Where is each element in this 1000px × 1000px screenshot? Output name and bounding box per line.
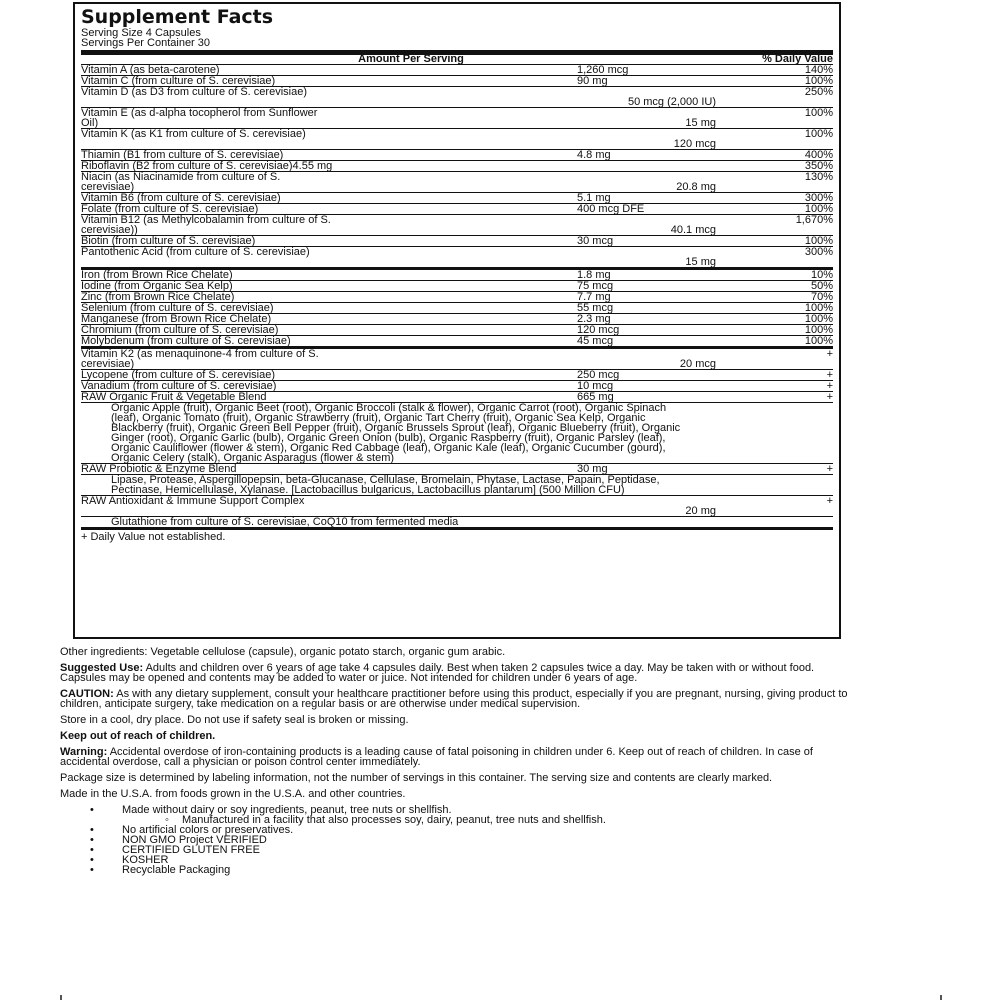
nutrient-row bbox=[81, 380, 833, 391]
storage: Store in a cool, dry place. Do not use if safety seal is broken or missing. bbox=[60, 714, 409, 726]
feature-item: • Recyclable Packaging bbox=[60, 865, 860, 875]
nutrient-daily-value: 100% bbox=[804, 203, 833, 215]
nutrient-name: Riboflavin (B2 from culture of S. cerevisiae)4.55 mg bbox=[81, 160, 333, 172]
nutrient-row bbox=[81, 214, 833, 235]
daily-value-header: % Daily Value bbox=[762, 53, 833, 65]
suggested-use bbox=[60, 663, 860, 683]
nutrient-row bbox=[81, 280, 833, 291]
keep-out bbox=[60, 731, 860, 741]
nutrient-name: Selenium (from culture of S. cerevisiae) bbox=[81, 302, 274, 314]
nutrient-name: Vitamin A (as beta-carotene) bbox=[81, 64, 220, 76]
nutrient-name: Biotin (from culture of S. cerevisiae) bbox=[81, 235, 256, 247]
nutrient-amount: 2.3 mg bbox=[577, 313, 611, 325]
warning-text: Accidental overdose of iron-containing products is a leading cause of fatal poisoning in children under 6. Keep out of reach of children. In case of accidental overdose, call a physician or poison control center immediately. bbox=[60, 746, 813, 768]
nutrient-daily-value: 130% bbox=[804, 171, 833, 183]
serving-size: Serving Size 4 Capsules bbox=[81, 27, 201, 39]
column-header bbox=[81, 55, 833, 64]
nutrient-row bbox=[81, 324, 833, 335]
nutrient-row bbox=[81, 346, 833, 369]
nutrient-row bbox=[81, 75, 833, 86]
nutrient-row bbox=[81, 302, 833, 313]
caution bbox=[60, 689, 860, 709]
nutrient-name: RAW Probiotic & Enzyme Blend bbox=[81, 463, 237, 475]
nutrient-amount: 15 mg bbox=[685, 117, 716, 129]
nutrient-amount: 400 mcg DFE bbox=[577, 203, 645, 215]
nutrient-name: Vitamin D (as D3 from culture of S. cerevisiae) bbox=[81, 86, 307, 98]
nutrient-daily-value: 50% bbox=[810, 280, 833, 292]
nutrient-name: Vitamin B12 (as Methylcobalamin from culture of S. cerevisiae)) bbox=[81, 214, 331, 236]
warning bbox=[60, 747, 860, 767]
feature-item: • CERTIFIED GLUTEN FREE bbox=[60, 845, 860, 855]
feature-list bbox=[60, 805, 860, 875]
nutrient-amount: 250 mcg bbox=[577, 369, 620, 381]
label-text bbox=[60, 647, 860, 875]
nutrient-row bbox=[81, 107, 833, 128]
nutrient-daily-value: 100% bbox=[804, 324, 833, 336]
nutrient-amount: 20 mg bbox=[685, 505, 716, 517]
nutrient-row bbox=[81, 313, 833, 324]
nutrient-row bbox=[81, 246, 833, 267]
feature-item: • KOSHER bbox=[60, 855, 860, 865]
nutrient-daily-value: 70% bbox=[810, 291, 833, 303]
nutrient-name: Iron (from Brown Rice Chelate) bbox=[81, 269, 233, 281]
nutrient-row bbox=[81, 160, 833, 171]
nutrient-name: Vanadium (from culture of S. cerevisiae) bbox=[81, 380, 277, 392]
nutrient-daily-value: + bbox=[826, 495, 833, 507]
blend-ingredients: Lipase, Protease, Aspergillopepsin, beta-Glucanase, Cellulase, Bromelain, Phytase, Lactase, Papain, Peptidase, Pectinase, Hemicellulase, Xylanase. [Lactobacillus bulgaricus, Lactobacillus plantarum] (500 Million CFU) bbox=[81, 474, 833, 495]
nutrient-daily-value: 100% bbox=[804, 75, 833, 87]
nutrient-row bbox=[81, 128, 833, 149]
nutrient-name: Folate (from culture of S. cerevisiae) bbox=[81, 203, 259, 215]
nutrient-amount: 4.8 mg bbox=[577, 149, 611, 161]
nutrient-amount: 1,260 mcg bbox=[577, 64, 629, 76]
crop-mark bbox=[60, 995, 62, 1000]
nutrient-daily-value: + bbox=[826, 348, 833, 360]
nutrient-amount: 40.1 mcg bbox=[670, 224, 716, 236]
nutrient-amount: 10 mcg bbox=[577, 380, 614, 392]
nutrient-daily-value: 400% bbox=[804, 149, 833, 161]
blend-ingredients: Glutathione from culture of S. cerevisiae, CoQ10 from fermented media bbox=[81, 516, 833, 527]
nutrient-daily-value: 10% bbox=[810, 269, 833, 281]
supplement-facts-panel bbox=[73, 2, 841, 639]
nutrient-name: Vitamin E (as d-alpha tocopherol from Sunflower Oil) bbox=[81, 107, 318, 129]
nutrient-amount: 50 mcg (2,000 IU) bbox=[627, 96, 716, 108]
amount-per-serving-header: Amount Per Serving bbox=[358, 53, 464, 65]
caution-label: CAUTION: bbox=[60, 688, 114, 700]
nutrient-name: Zinc (from Brown Rice Chelate) bbox=[81, 291, 235, 303]
nutrient-row bbox=[81, 335, 833, 346]
suggested-use-text: Adults and children over 6 years of age take 4 capsules daily. Best when taken 2 capsules twice a day. May be taken with or without food. Capsules may be opened and contents may be added to water or juice. Not intended for children under 6 years of age. bbox=[60, 662, 815, 684]
nutrient-name: Vitamin B6 (from culture of S. cerevisiae) bbox=[81, 192, 281, 204]
nutrient-name: Chromium (from culture of S. cerevisiae) bbox=[81, 324, 279, 336]
caution-text: As with any dietary supplement, consult your healthcare practitioner before using this product, especially if you are pregnant, nursing, giving product to children, anticipate surgery, take medication on a regular basis or are otherwise under medical supervision. bbox=[60, 688, 848, 710]
nutrient-amount: 5.1 mg bbox=[577, 192, 611, 204]
nutrient-name: Vitamin C (from culture of S. cerevisiae) bbox=[81, 75, 276, 87]
feature-item: ◦ Manufactured in a facility that also processes soy, dairy, peanut, tree nuts and shellfish. bbox=[60, 815, 860, 825]
nutrient-daily-value: + bbox=[826, 463, 833, 475]
nutrient-row bbox=[81, 495, 833, 516]
nutrient-row bbox=[81, 64, 833, 75]
nutrient-row bbox=[81, 235, 833, 246]
suggested-use-label: Suggested Use: bbox=[60, 662, 144, 674]
nutrient-name: Vitamin K2 (as menaquinone-4 from culture of S. cerevisiae) bbox=[81, 348, 319, 370]
nutrient-row bbox=[81, 267, 833, 280]
nutrient-amount: 665 mg bbox=[577, 391, 614, 403]
servings-per-container: Servings Per Container 30 bbox=[81, 37, 211, 49]
panel-title: Supplement Facts bbox=[81, 6, 274, 28]
nutrient-name: Manganese (from Brown Rice Chelate) bbox=[81, 313, 272, 325]
nutrient-amount: 20.8 mg bbox=[676, 181, 716, 193]
nutrient-amount: 1.8 mg bbox=[577, 269, 611, 281]
crop-mark bbox=[940, 995, 942, 1000]
feature-item: • NON GMO Project VERIFIED bbox=[60, 835, 860, 845]
nutrient-row bbox=[81, 192, 833, 203]
nutrient-amount: 15 mg bbox=[685, 256, 716, 268]
nutrient-row bbox=[81, 149, 833, 160]
nutrient-row bbox=[81, 171, 833, 192]
nutrient-row bbox=[81, 86, 833, 107]
warning-label: Warning: bbox=[60, 746, 108, 758]
nutrient-daily-value: 140% bbox=[804, 64, 833, 76]
nutrient-amount: 30 mg bbox=[577, 463, 608, 475]
nutrient-daily-value: 100% bbox=[804, 302, 833, 314]
nutrient-amount: 90 mg bbox=[577, 75, 608, 87]
nutrient-daily-value: 250% bbox=[804, 86, 833, 98]
nutrient-name: Thiamin (B1 from culture of S. cerevisiae) bbox=[81, 149, 284, 161]
nutrient-amount: 120 mcg bbox=[577, 324, 620, 336]
nutrient-amount: 45 mcg bbox=[577, 335, 614, 347]
nutrient-name: Niacin (as Niacinamide from culture of S. cerevisiae) bbox=[81, 171, 281, 193]
feature-item: • No artificial colors or preservatives. bbox=[60, 825, 860, 835]
nutrient-name: Lycopene (from culture of S. cerevisiae) bbox=[81, 369, 276, 381]
nutrient-daily-value: 100% bbox=[804, 335, 833, 347]
nutrient-amount: 55 mcg bbox=[577, 302, 614, 314]
nutrient-daily-value: 350% bbox=[804, 160, 833, 172]
nutrient-name: Molybdenum (from culture of S. cerevisiae) bbox=[81, 335, 291, 347]
made-in: Made in the U.S.A. from foods grown in the U.S.A. and other countries. bbox=[60, 788, 406, 800]
nutrient-daily-value: 100% bbox=[804, 128, 833, 140]
nutrient-daily-value: + bbox=[826, 380, 833, 392]
keep-out-text: Keep out of reach of children. bbox=[60, 730, 216, 742]
nutrient-name: RAW Antioxidant & Immune Support Complex bbox=[81, 495, 305, 507]
nutrient-daily-value: 100% bbox=[804, 313, 833, 325]
nutrient-amount: 20 mcg bbox=[679, 358, 716, 370]
nutrient-daily-value: 100% bbox=[804, 235, 833, 247]
feature-item: • Made without dairy or soy ingredients, peanut, tree nuts or shellfish. bbox=[60, 805, 860, 815]
nutrient-amount: 30 mcg bbox=[577, 235, 614, 247]
nutrient-daily-value: 300% bbox=[804, 246, 833, 258]
nutrient-row bbox=[81, 463, 833, 474]
nutrient-name: Iodine (from Organic Sea Kelp) bbox=[81, 280, 233, 292]
nutrient-row bbox=[81, 391, 833, 402]
nutrient-daily-value: 300% bbox=[804, 192, 833, 204]
nutrient-amount: 7.7 mg bbox=[577, 291, 611, 303]
nutrient-daily-value: + bbox=[826, 391, 833, 403]
footnote: + Daily Value not established. bbox=[81, 527, 833, 542]
package-note: Package size is determined by labeling information, not the number of servings in this container. The serving size and contents are clearly marked. bbox=[60, 772, 773, 784]
nutrient-row bbox=[81, 369, 833, 380]
nutrient-name: RAW Organic Fruit & Vegetable Blend bbox=[81, 391, 267, 403]
nutrient-row bbox=[81, 203, 833, 214]
other-ingredients: Other ingredients: Vegetable cellulose (capsule), organic potato starch, organic gum arabic. bbox=[60, 646, 506, 658]
nutrient-name: Pantothenic Acid (from culture of S. cerevisiae) bbox=[81, 246, 310, 258]
nutrient-row bbox=[81, 291, 833, 302]
nutrient-amount: 120 mcg bbox=[673, 138, 716, 150]
blend-ingredients: Organic Apple (fruit), Organic Beet (root), Organic Broccoli (stalk & flower), Organic Carrot (root), Organic Spinach (leaf), Organic Tomato (fruit), Organic Strawberry (fruit), Organic Tart Cherry (fruit), Organic Sea Kelp, Organic Blackberry (fruit), Organic Green Bell Pepper (fruit), Organic Brussels Sprout (leaf), Organic Blueberry (fruit), Organic Ginger (root), Organic Garlic (bulb), Organic Green Onion (bulb), Organic Raspberry (fruit), Organic Parsley (leaf), Organic Cauliflower (flower & stem), Organic Red Cabbage (leaf), Organic Kale (leaf), Organic Cucumber (gourd), Organic Celery (stalk), Organic Asparagus (flower & stem) bbox=[81, 402, 833, 463]
nutrient-daily-value: 1,670% bbox=[795, 214, 833, 226]
nutrient-name: Vitamin K (as K1 from culture of S. cerevisiae) bbox=[81, 128, 306, 140]
nutrient-amount: 75 mcg bbox=[577, 280, 614, 292]
nutrient-rows bbox=[81, 64, 833, 527]
nutrient-daily-value: + bbox=[826, 369, 833, 381]
nutrient-daily-value: 100% bbox=[804, 107, 833, 119]
